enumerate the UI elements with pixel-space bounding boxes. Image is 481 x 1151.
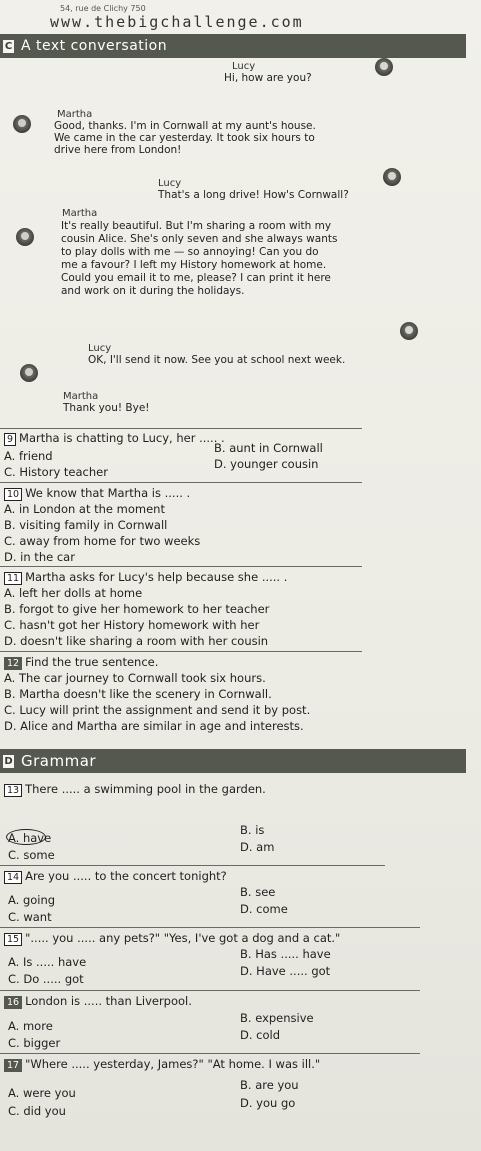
chat-message-line: Hi, how are you?	[224, 72, 312, 84]
divider	[0, 651, 362, 652]
option-d[interactable]: D. Have ..... got	[240, 964, 331, 978]
chat-message-line: Could you email it to me, please? I can print it here	[61, 272, 331, 284]
martha-avatar-icon	[20, 364, 38, 382]
chat-message-line: to play dolls with me — so annoying! Can you do	[61, 246, 319, 258]
option-a[interactable]: A. left her dolls at home	[4, 586, 143, 600]
option-a[interactable]: A. more	[8, 1019, 53, 1033]
option-c[interactable]: C. did you	[8, 1104, 66, 1118]
option-d[interactable]: D. Alice and Martha are similar in age and interests.	[4, 719, 304, 733]
question-13	[4, 782, 364, 797]
site-url: www.thebigchallenge.com	[50, 13, 304, 31]
question-text: Martha asks for Lucy's help because she ..... .	[25, 570, 288, 584]
option-b[interactable]: B. aunt in Cornwall	[214, 441, 323, 455]
option-c[interactable]: C. some	[8, 848, 55, 862]
option-d[interactable]: D. you go	[240, 1096, 296, 1110]
question-text: There ..... a swimming pool in the garden.	[25, 782, 266, 796]
address-text: 54, rue de Clichy 750	[60, 4, 146, 13]
question-number: 16	[4, 996, 22, 1009]
question-number: 11	[4, 572, 22, 585]
option-b[interactable]: B. expensive	[240, 1011, 314, 1025]
option-b[interactable]: B. are you	[240, 1078, 299, 1092]
question-text: Martha is chatting to Lucy, her ..... .	[19, 431, 225, 445]
option-b[interactable]: B. forgot to give her homework to her teacher	[4, 602, 270, 616]
option-b[interactable]: B. Martha doesn't like the scenery in Cornwall.	[4, 687, 272, 701]
option-c[interactable]: C. want	[8, 910, 52, 924]
divider	[0, 566, 362, 567]
option-b[interactable]: B. Has ..... have	[240, 947, 331, 961]
option-c[interactable]: C. History teacher	[4, 465, 108, 479]
question-text: "Where ..... yesterday, James?" "At home. I was ill."	[25, 1057, 321, 1071]
section-d-title: Grammar	[21, 752, 97, 770]
chat-message-line: drive here from London!	[54, 144, 182, 156]
section-c-letter: C	[4, 40, 13, 52]
question-number: 9	[4, 433, 16, 446]
option-b[interactable]: B. is	[240, 823, 265, 837]
chat-message-line: OK, I'll send it now. See you at school next week.	[88, 354, 346, 366]
question-number: 12	[4, 657, 22, 670]
chat-name: Martha	[57, 109, 93, 120]
question-text: London is ..... than Liverpool.	[25, 994, 192, 1008]
section-c-title: A text conversation	[21, 38, 168, 54]
question-10	[4, 486, 364, 501]
option-d[interactable]: D. in the car	[4, 550, 75, 564]
option-c[interactable]: C. Do ..... got	[8, 972, 84, 986]
chat-message-line: and work on it during the holidays.	[61, 285, 245, 297]
section-c-header	[0, 34, 466, 58]
option-d[interactable]: D. younger cousin	[214, 457, 319, 471]
option-d[interactable]: D. cold	[240, 1028, 281, 1042]
question-text: Are you ..... to the concert tonight?	[25, 869, 227, 883]
divider	[0, 482, 362, 483]
section-d-letter: D	[4, 755, 13, 767]
question-text: "..... you ..... any pets?" "Yes, I've got a dog and a cat."	[25, 931, 341, 945]
option-d[interactable]: D. come	[240, 902, 288, 916]
question-15	[4, 931, 454, 946]
question-11	[4, 570, 364, 585]
option-c[interactable]: C. Lucy will print the assignment and send it by post.	[4, 703, 311, 717]
divider	[0, 927, 420, 928]
chat-message-line: Thank you! Bye!	[63, 402, 150, 414]
option-c[interactable]: C. bigger	[8, 1036, 61, 1050]
section-d-header	[0, 749, 466, 773]
question-text: Find the true sentence.	[25, 655, 159, 669]
divider	[0, 990, 420, 991]
option-c[interactable]: C. away from home for two weeks	[4, 534, 201, 548]
option-a[interactable]: A. going	[8, 893, 56, 907]
option-a[interactable]: A. have	[8, 831, 52, 845]
lucy-avatar-icon	[400, 322, 418, 340]
question-number: 15	[4, 933, 22, 946]
question-number: 13	[4, 784, 22, 797]
divider	[0, 1053, 420, 1054]
option-d[interactable]: D. doesn't like sharing a room with her cousin	[4, 634, 269, 648]
chat-name: Lucy	[158, 178, 182, 189]
chat-message-line: We came in the car yesterday. It took six hours to	[54, 132, 315, 144]
option-b[interactable]: B. visiting family in Cornwall	[4, 518, 168, 532]
option-a[interactable]: A. were you	[8, 1086, 76, 1100]
option-a[interactable]: A. Is ..... have	[8, 955, 87, 969]
divider	[0, 865, 385, 866]
divider	[0, 428, 362, 429]
chat-name: Lucy	[88, 343, 112, 354]
option-a[interactable]: A. friend	[4, 449, 53, 463]
question-12	[4, 655, 364, 670]
martha-avatar-icon	[16, 228, 34, 246]
question-16	[4, 994, 404, 1009]
chat-name: Martha	[62, 208, 98, 219]
question-17	[4, 1057, 454, 1072]
option-c[interactable]: C. hasn't got her History homework with her	[4, 618, 260, 632]
martha-avatar-icon	[13, 115, 31, 133]
chat-name: Lucy	[232, 61, 256, 72]
question-14	[4, 869, 404, 884]
chat-message-line: Good, thanks. I'm in Cornwall at my aunt's house.	[54, 120, 316, 132]
lucy-avatar-icon	[375, 58, 393, 76]
option-b[interactable]: B. see	[240, 885, 276, 899]
question-number: 10	[4, 488, 22, 501]
chat-name: Martha	[63, 391, 99, 402]
option-a[interactable]: A. in London at the moment	[4, 502, 165, 516]
question-number: 17	[4, 1059, 22, 1072]
question-text: We know that Martha is ..... .	[25, 486, 191, 500]
chat-message-line: me a favour? I left my History homework at home.	[61, 259, 327, 271]
option-d[interactable]: D. am	[240, 840, 275, 854]
chat-message-line: That's a long drive! How's Cornwall?	[158, 189, 349, 201]
question-number: 14	[4, 871, 22, 884]
lucy-avatar-icon	[383, 168, 401, 186]
option-a[interactable]: A. The car journey to Cornwall took six hours.	[4, 671, 266, 685]
chat-message-line: It's really beautiful. But I'm sharing a room with my	[61, 220, 332, 232]
chat-message-line: cousin Alice. She's only seven and she always wants	[61, 233, 338, 245]
